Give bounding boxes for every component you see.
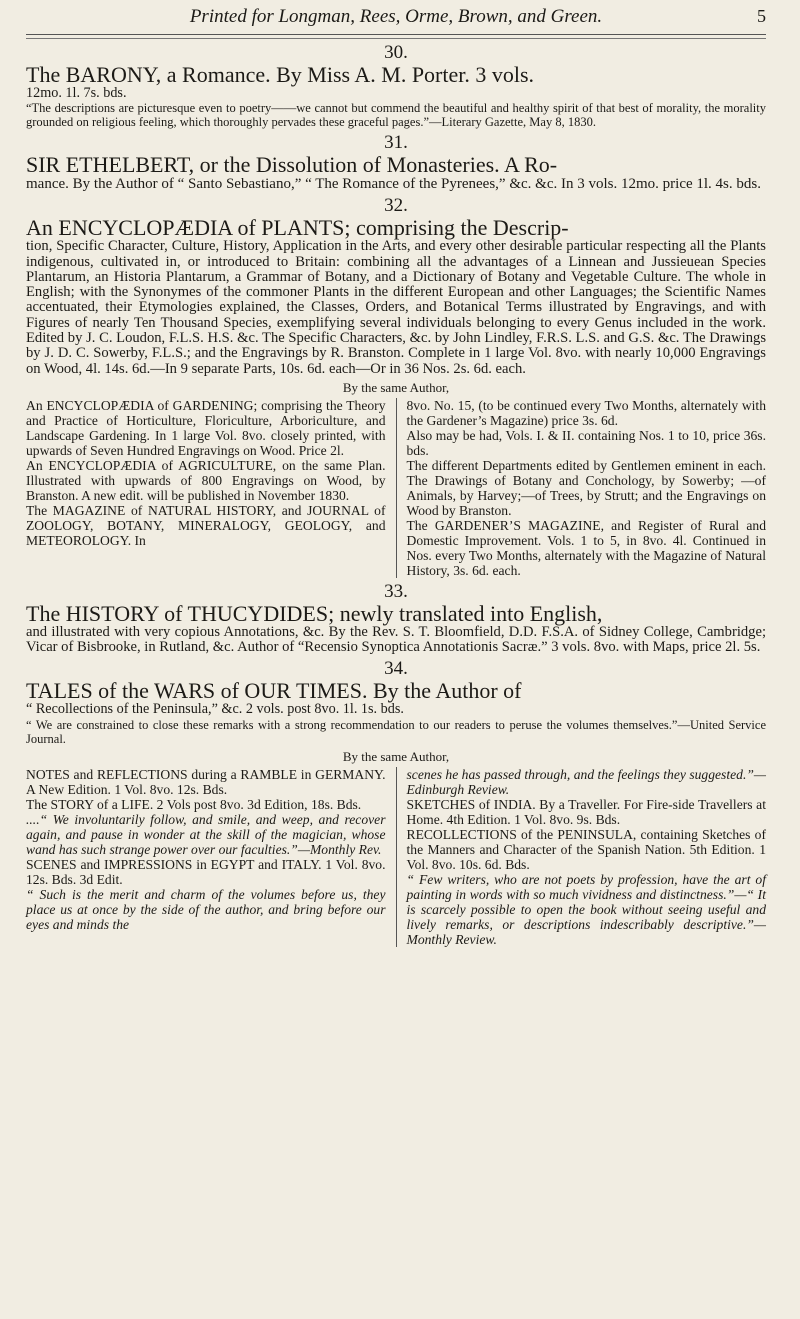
two-column-block-2 — [26, 767, 766, 947]
double-rule — [26, 38, 766, 39]
left-column-1 — [26, 398, 386, 578]
entry-title-ethelbert: SIR ETHELBERT, or the Dissolution of Monasteries. A Ro- — [26, 152, 558, 178]
running-title: Printed for Longman, Rees, Orme, Brown, and Green. — [189, 6, 603, 27]
right-column-1 — [407, 398, 767, 578]
entry-story-of-a-life: The STORY of a LIFE. 2 Vols post 8vo. 3d Edition, 18s. Bds. — [26, 796, 362, 812]
page-number: 5 — [757, 6, 766, 26]
review-story-of-a-life: ....“ We involuntarily follow, and smile, and weep, and recover again, and pause in wonder at the skill of the magician, whose wand has such strange power over our faculties.”—Monthly Rev. — [26, 811, 386, 857]
entry-gardeners-magazine: The GARDENER’S MAGAZINE, and Register of Rural and Domestic Improvement. Vols. 1 to 5, in 8vo. 4l. Continued in Nos. every Two Months, alternately with the Magazine of Natural History, 3s. 6d. each. — [406, 517, 766, 578]
entry-body-thucydides: and illustrated with very copious Annotations, &c. By the Rev. S. T. Bloomfield, D.D. F.S.A. of Sidney College, Cambridge; Vicar of Bisbrooke, in Rutland, &c. Author of “Recensio Synoptica Annotationis Sacræ.” 3 vols. 8vo. with Maps, price 2l. 5s. — [26, 623, 766, 656]
right-column-2 — [407, 767, 767, 947]
review-scenes-impressions: “ Such is the merit and charm of the volumes before us, they place us at once by the side of the author, and bring before our eyes and minds the — [26, 886, 386, 932]
entry-recollections-peninsula: RECOLLECTIONS of the PENINSULA, containing Sketches of the Manners and Character of the Spanish Nation. 5th Edition. 1 Vol. 8vo. 10s. 6d. Bds. — [406, 826, 766, 872]
left-column-2 — [26, 767, 386, 947]
entry-number-32: 32. — [384, 195, 408, 217]
same-author-heading-1: By the same Author, — [342, 379, 450, 395]
entry-title-thucydides: The HISTORY of THUCYDIDES; newly translated into English, — [26, 600, 603, 626]
entry-sketches-india: SKETCHES of INDIA. By a Traveller. For Fire-side Travellers at Home. 4th Edition. 1 Vol. 8vo. 9s. Bds. — [406, 796, 766, 827]
entry-number-33: 33. — [384, 580, 408, 602]
entry-body-plants: tion, Specific Character, Culture, History, Application in the Arts, and every other desirable particular respecting all the Plants indigenous, cultivated in, or introduced to Britain: combining all the advantages of a Linnean and Jussieuean Species Plantarum, an Historia Plantarum, a Grammar of Botany, and a Dictionary of Botany and Vegetable Culture. The whole in English; with the Synonymes of the commoner Plants in the different European and other Languages; the Scientific Names accentuated, their Etymologies explained, the Classes, Orders, and Botanical Terms illustrated by Engravings, and with Figures of nearly Ten Thousand Species, exemplifying several individuals belonging to every Genus included in the work. Edited by J. C. Loudon, F.L.S. H.S. &c. The Specific Characters, &c. by John Lindley, F.R.S. L.S. and G.S. &c. The Drawings by J. D. C. Sowerby, F.L.S.; and the Engravings by R. Branston. Complete in 1 large Vol. 8vo. with nearly 10,000 Engravings on Wood, 4l. 14s. 6d.—In 9 separate Parts, 10s. 6d. each—Or in 36 Nos. 2s. 6d. each. — [26, 238, 766, 377]
entry-body-tales: “ Recollections of the Peninsula,” &c. 2 vols. post 8vo. 1l. 1s. bds. — [26, 701, 404, 718]
entry-notes-reflections: NOTES and REFLECTIONS during a RAMBLE in GERMANY. A New Edition. 1 Vol. 8vo. 12s. Bds. — [26, 766, 386, 797]
entry-magazine-details: 8vo. No. 15, (to be continued every Two Months, alternately with the Gardener’s Magazine) price 3s. 6d. — [406, 397, 766, 428]
entry-encyclopaedia-gardening: An ENCYCLOPÆDIA of GARDENING; comprising the Theory and Practice of Horticulture, Floriculture, Arboriculture, and Landscape Gardening. In 1 large Vol. 8vo. closely printed, with upwards of Seven Hundred Engravings on Wood. Price 2l. — [26, 397, 386, 458]
entry-title-barony: The BARONY, a Romance. By Miss A. M. Porter. 3 vols. — [26, 62, 535, 87]
entry-body-ethelbert: mance. By the Author of “ Santo Sebastiano,” “ The Romance of the Pyrenees,” &c. &c. In 3 vols. 12mo. price 1l. 4s. bds. — [26, 176, 761, 193]
entry-encyclopaedia-agriculture: An ENCYCLOPÆDIA of AGRICULTURE, on the same Plan. Illustrated with upwards of 800 Engravings on Wood, by Branston. A new edit. will be published in November 1830. — [26, 457, 386, 503]
entry-number-31: 31. — [384, 132, 408, 154]
entry-number-30: 30. — [384, 42, 408, 63]
entry-title-plants: An ENCYCLOPÆDIA of PLANTS; comprising the Descrip- — [26, 215, 569, 241]
review-recollections: “ Few writers, who are not poets by profession, have the art of painting in words with so much vividness and distinctness.”—“ It is scarcely possible to open the book without seeing useful and lively remarks, or descriptions indescribably descriptive.”—Monthly Review. — [406, 871, 766, 947]
entry-departments: The different Departments edited by Gentlemen eminent in each. The Drawings of Botany and Conchology, by Sowerby; —of Animals, by Harvey;—of Trees, by Strutt; and the Engravings on Wood by Branston. — [406, 457, 766, 518]
review-barony: “The descriptions are picturesque even to poetry——we cannot but commend the beautiful and healthy spirit of that best of morality, the morality grounded on religious feeling, which thoroughly pervades these graceful pages.”—Literary Gazette, May 8, 1830. — [26, 101, 766, 130]
column-divider — [396, 398, 397, 578]
review-scenes-continued: scenes he has passed through, and the feelings they suggested.”—Edinburgh Review. — [406, 766, 766, 797]
catalogue-page — [0, 4, 800, 1319]
running-head — [26, 4, 766, 35]
column-divider-2 — [396, 767, 397, 947]
entry-magazine-natural-history: The MAGAZINE of NATURAL HISTORY, and JOURNAL of ZOOLOGY, BOTANY, MINERALOGY, GEOLOGY, and METEOROLOGY. In — [26, 502, 386, 548]
entry-number-34: 34. — [384, 658, 408, 680]
two-column-block-1 — [26, 398, 766, 578]
entry-back-volumes: Also may be had, Vols. I. & II. containing Nos. 1 to 10, price 36s. bds. — [406, 427, 766, 458]
entry-scenes-impressions: SCENES and IMPRESSIONS in EGYPT and ITALY. 1 Vol. 8vo. 12s. Bds. 3d Edit. — [26, 856, 386, 887]
entry-title-tales: TALES of the WARS of OUR TIMES. By the Author of — [26, 678, 522, 704]
entry-line-barony: 12mo. 1l. 7s. bds. — [26, 85, 127, 101]
same-author-heading-2: By the same Author, — [342, 748, 450, 764]
review-tales: “ We are constrained to close these remarks with a strong recommendation to our readers to peruse the volumes themselves.”—United Service Journal. — [26, 717, 766, 746]
